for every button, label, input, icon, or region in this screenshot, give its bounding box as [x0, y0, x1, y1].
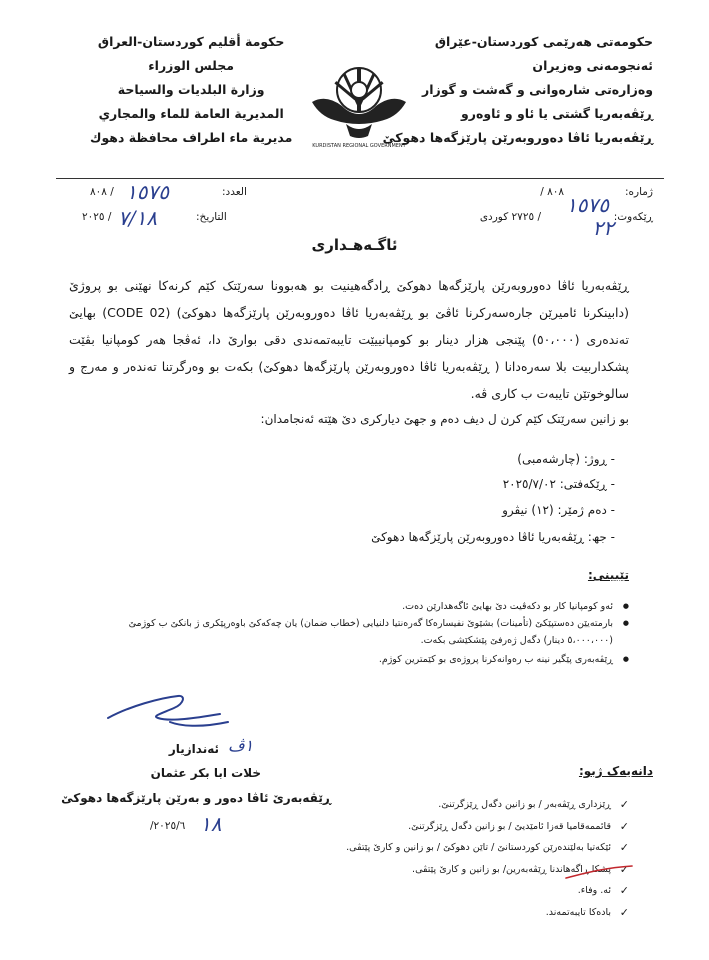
handwritten-date-left: ٧/١٨ — [118, 206, 157, 230]
header-line: ئەنجومەنی وەزیران — [532, 58, 653, 73]
ref-number-value: ٨٠٨ / — [540, 186, 564, 198]
check-icon: ✓ — [619, 798, 629, 811]
header-line: حکومەتی هەرێمی کوردستان-عێراق — [434, 34, 653, 49]
signature-name: خلات ابا بکر عثمان — [150, 766, 261, 780]
header-line: وەزارەتی شارەوانی و گەشت و گوزار — [422, 82, 653, 97]
red-underline-mark-icon — [562, 862, 642, 884]
ref-number-label-ar: العدد: — [222, 186, 247, 198]
signature-title: ئەندازیار — [168, 742, 219, 756]
header-line: المديرية العامة للماء والمجاري — [98, 106, 284, 121]
notes-list — [89, 598, 629, 668]
copy-item: ✓ ڕێزداری ڕێڤەبەر / بو زانین دگەل ڕێزگرتنێ. — [346, 794, 629, 816]
header-line: ڕێڤەبەریا گشتی یا ئاو و ئاوەرو — [461, 106, 653, 121]
schedule-place: - جھ: ڕێڤەبەریا ئاڤا دەوروبەرێن پارێزگەها دهوکێ — [371, 530, 615, 544]
copy-item: ✓ ئێکەتیا بەلێندەرێن کوردستانێ / تاێن دهوکێ / بو زانین و کارێ پێتڤی. — [346, 837, 629, 859]
ref-date-label-ar: التاريخ: — [196, 211, 227, 223]
copies-list — [346, 794, 629, 923]
header-line: حكومة أقليم كوردستان-العراق — [97, 34, 285, 49]
copy-item: ✓ پشکا ڕاگەهاندنا ڕێڤەبەرین/ بو زانین و کارێ پێتڤی. — [346, 859, 629, 881]
header-line: ڕێڤەبەریا ئاڤا دەوروبەرێن پارێزگەها دهوکێ — [382, 130, 653, 145]
note-item: ● ڕێڤەبەری پێگیر نینە ب رەوانەکرنا پروژەی بو کێمترین کوژم. — [89, 651, 629, 668]
copy-item: ✓ ئە. وفاء. — [346, 880, 629, 902]
check-icon: ✓ — [619, 841, 629, 854]
krg-logo — [306, 54, 412, 150]
schedule-time: - دەم ژمێر: (١٢) نیڤرو — [502, 503, 615, 517]
ref-date-label: ڕێکەوت: — [613, 211, 653, 223]
schedule-day: - ڕوژ: (چارشەمبی) — [517, 452, 615, 466]
header-line: مجلس الوزراء — [148, 58, 235, 73]
check-icon: ✓ — [619, 819, 629, 833]
check-icon: ✓ — [619, 862, 629, 876]
handwritten-number-right: ١٥٧٥ — [566, 193, 609, 217]
header-arabic — [90, 30, 292, 150]
note-item: ● بارمتەیێن دەستپێکێ (تأمينات) بشێوێ نفیسارەکا گەرەنتیا دلنیایی (خطاب ضمان) یان چەکەکێ باوەرپێکری ژ بانکێ ب کوژمێ (٥،٠٠٠،٠٠٠ دینار) دگەل ژەرفێ پێشکێشی بکەت. — [89, 615, 629, 651]
check-icon: ✓ — [619, 905, 629, 919]
header-kurdish — [383, 30, 653, 150]
signature-scribble-icon — [100, 688, 240, 736]
schedule-date: - ڕێکەفتی: ٢٠٢٥/٧/٠٢ — [502, 477, 615, 491]
announcement-paragraph: ڕێڤەبەریا ئاڤا دەوروبەرێن پارێزگەها دهوکێ ڕادگەهینیت بو هەبوونا سەرێتک کێم کرنەکا نهێنی بو پروژێ (دابینکرنا ئامیرێن جارەسەرکرنا ئاڤێ بو ڕێڤەبەریا ئاڤا دەوروبەرێن پارێزگەها دهوکێ) (CODE 02) بهایێ تەندەری (٥٠،٠٠٠) پێنجی هزار دینار بو کومپانییێت تایبەتمەندی دقی بوارێ دا، ئەڤجا هەر کومپانیا بڤێت پشکداربیت بلا سەرەدانا ( ڕێڤەبەریا ئاڤا دەوروبەرێن پارێزگەها دهوکێ) بکەت بو وەرگرتنا تەندەر و مەرج و سالوخوتێن تایبەت ب کاری ڤە. — [69, 278, 629, 401]
header-divider — [56, 178, 664, 179]
handwritten-day: ١٨ — [200, 812, 222, 836]
schedule-intro: بو زانین سەرێتک کێم کرن ل دیف دەم و جهێ دیارکری دێ هێتە ئەنجامدان: — [260, 412, 629, 426]
copy-item: ✓ قائممەقامیا قەزا ئامێدیێ / بو زانین دگەل ڕێزگرتنێ. — [346, 816, 629, 838]
ref-number-value-ar: / ٨٠٨ — [90, 186, 114, 198]
header-line: وزارة البلديات والسياحة — [117, 82, 265, 97]
document-title: ئاگـەهـداری — [311, 236, 398, 254]
copies-heading: دانەیەک ژبو: — [578, 764, 653, 778]
ref-date-value: / ٢٧٢٥ کوردی — [479, 211, 541, 223]
eagle-emblem-icon — [306, 54, 412, 150]
logo-caption: KURDISTAN REGIONAL GOVERNMENT — [312, 143, 406, 149]
signature-date: ٢٠٢٥/٦/ — [150, 820, 186, 832]
handwritten-mark: ١ڤ — [228, 736, 254, 755]
ref-number-label: ژمارە: — [624, 186, 653, 198]
notes-heading: تێبینی: — [587, 568, 629, 582]
copy-item: ✓ بادەکا تایبەتمەند. — [346, 902, 629, 924]
note-item: ● ئەو کومپانیا کار بو دکەڤیت دێ بهایێ ئاگەهدارێن دەت. — [89, 598, 629, 615]
handwritten-date-right: ٢٢ — [592, 216, 614, 240]
header-line: مديرية ماء اطراف محافظة دهوك — [90, 130, 293, 145]
check-icon: ✓ — [619, 884, 629, 897]
signature-position: ڕێڤەبەرێ ئاڤا دەور و بەرێن پارێزگەها دهوکێ — [61, 791, 331, 805]
ref-date-value-ar: / ٢٠٢٥ — [82, 211, 112, 223]
handwritten-number-left: ١٥٧٥ — [126, 180, 169, 204]
